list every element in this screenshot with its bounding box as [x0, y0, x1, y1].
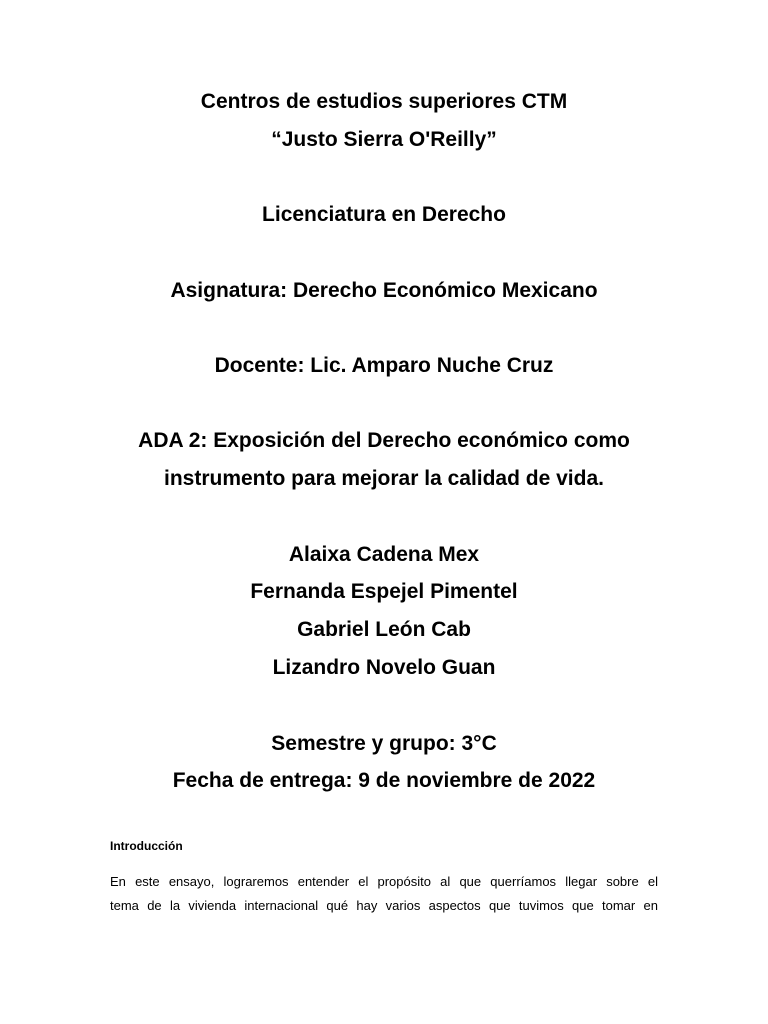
introduction-paragraph [110, 870, 658, 918]
author-name: Gabriel León Cab [297, 618, 471, 641]
assignment-title-line-1: ADA 2: Exposición del Derecho económico como [138, 429, 630, 452]
introduction-heading: Introducción [110, 839, 183, 853]
assignment-title-line-2: instrumento para mejorar la calidad de vida. [164, 467, 604, 490]
institution-name: Centros de estudios superiores CTM [200, 90, 568, 113]
semester-group: Semestre y grupo: 3°C [271, 732, 497, 755]
delivery-date: Fecha de entrega: 9 de noviembre de 2022 [172, 769, 596, 792]
degree-program: Licenciatura en Derecho [262, 203, 506, 226]
author-name: Alaixa Cadena Mex [288, 543, 480, 566]
paragraph-line: tema de la vivienda internacional qué hay varios aspectos que tuvimos que tomar en [110, 898, 658, 913]
author-name: Lizandro Novelo Guan [272, 656, 496, 679]
subject-line: Asignatura: Derecho Económico Mexicano [170, 279, 598, 302]
teacher-line: Docente: Lic. Amparo Nuche Cruz [214, 354, 554, 377]
paragraph-line: En este ensayo, lograremos entender el propósito al que querríamos llegar sobre el [110, 874, 658, 889]
author-name: Fernanda Espejel Pimentel [250, 580, 518, 603]
school-name: “Justo Sierra O'Reilly” [271, 128, 497, 151]
